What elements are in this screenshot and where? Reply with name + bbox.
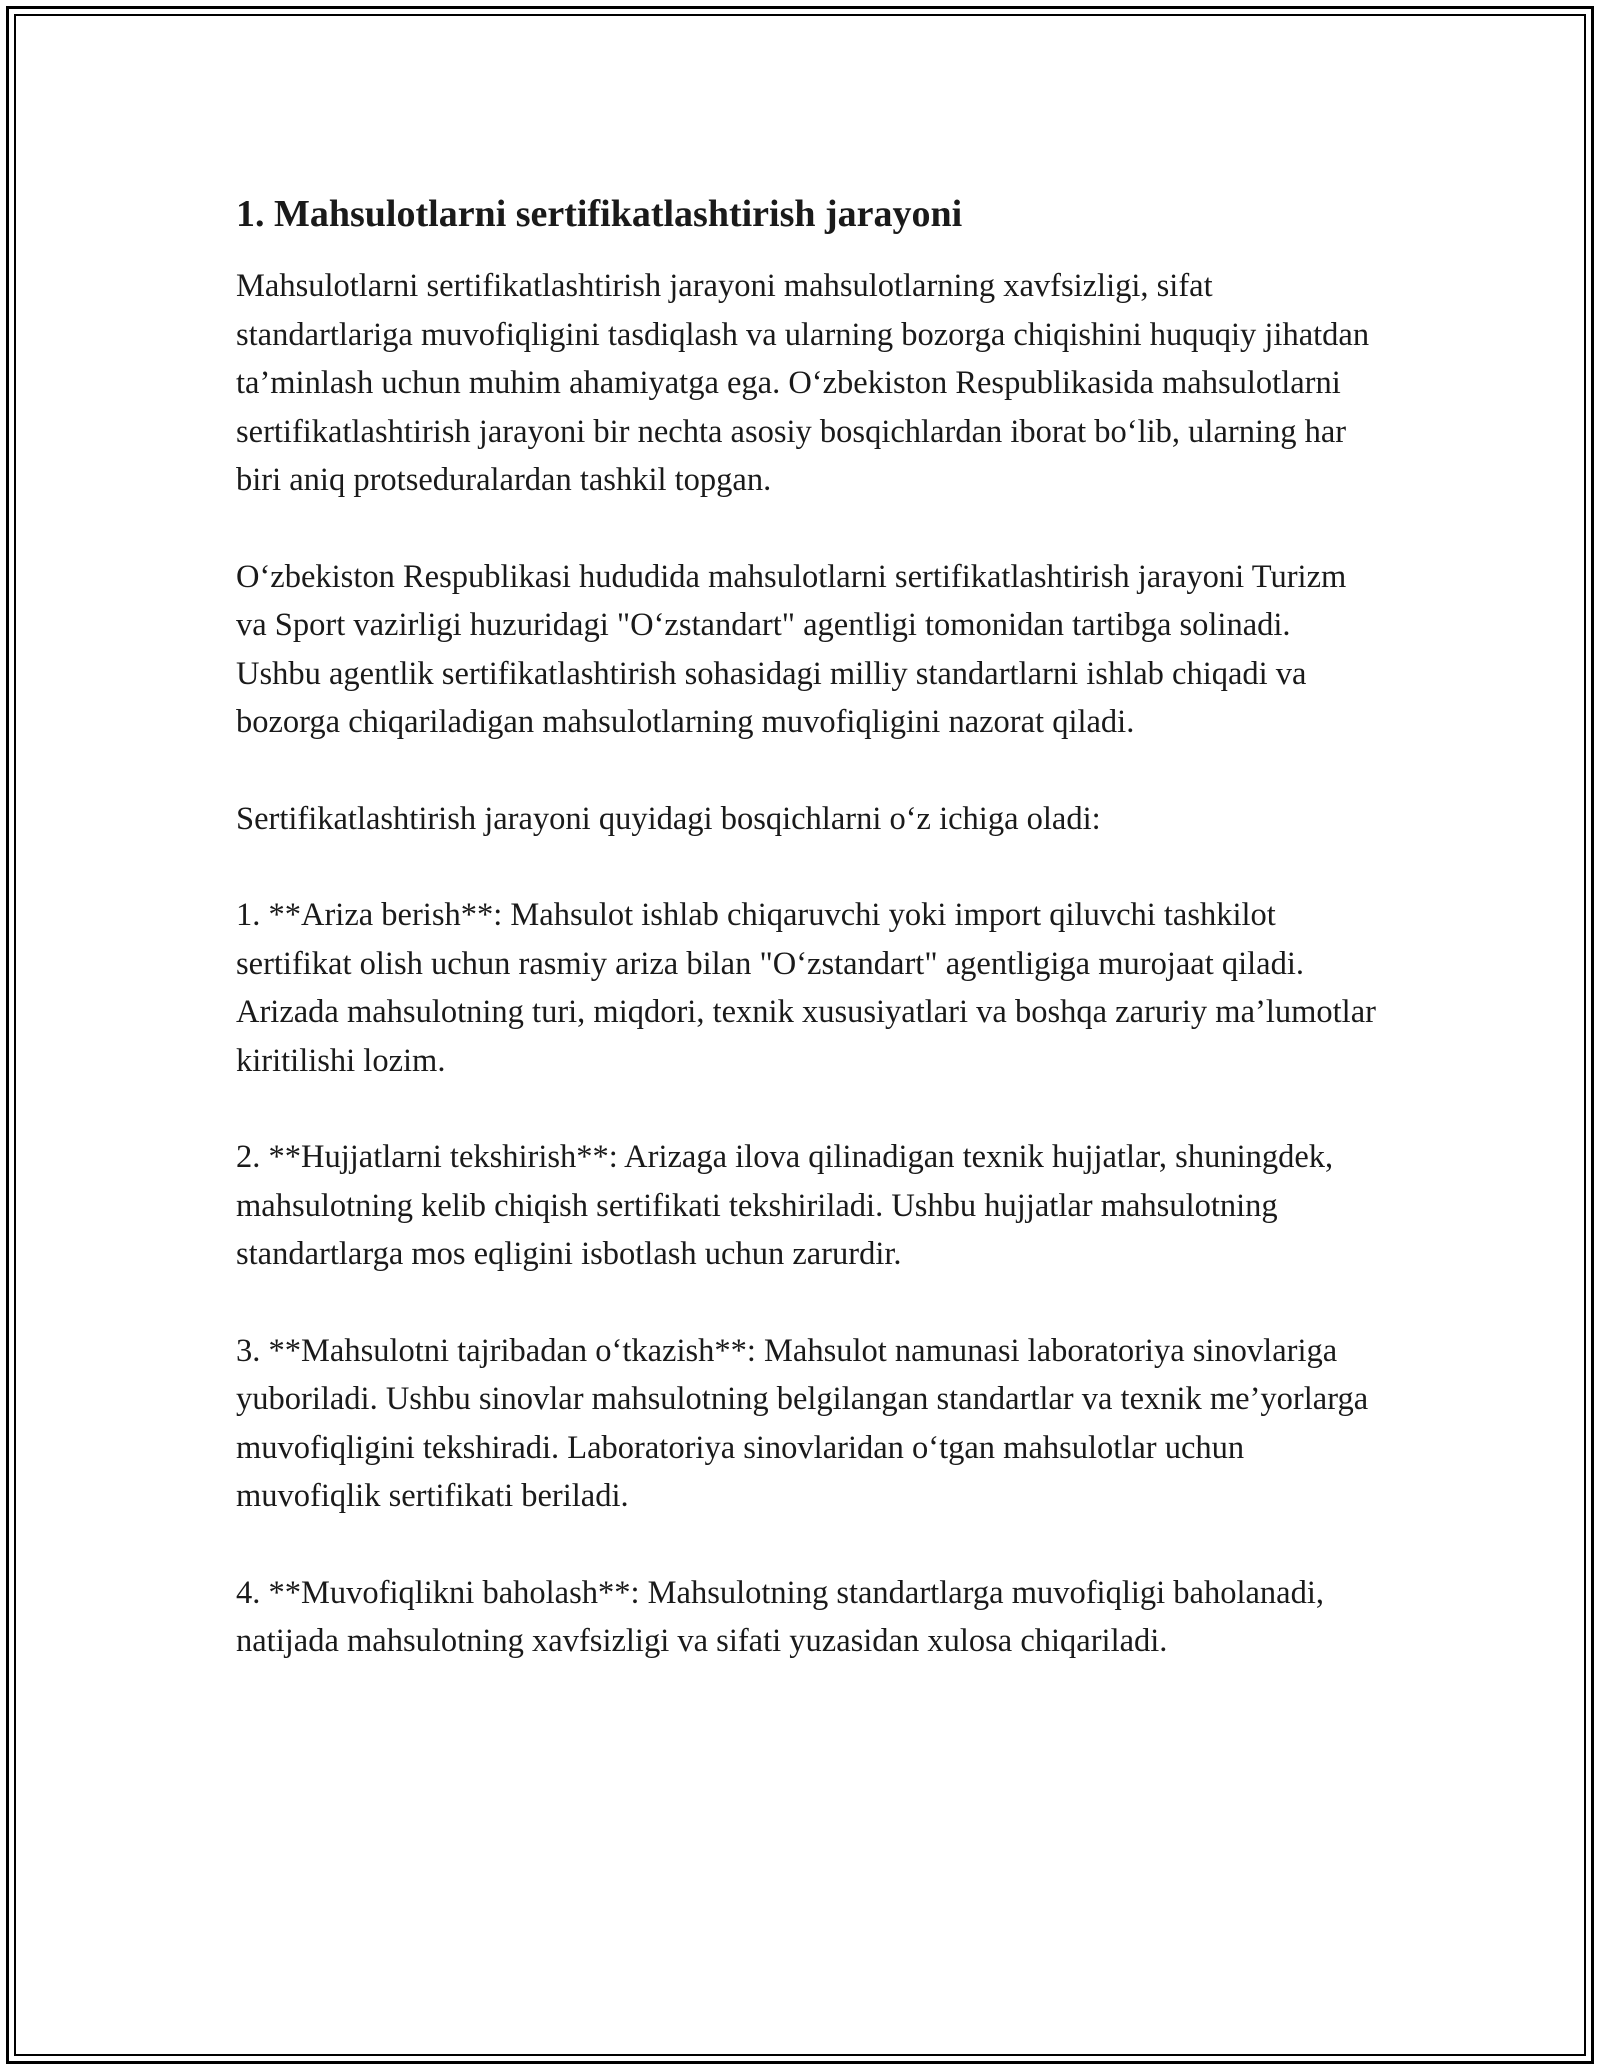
stage-2-paragraph: 2. **Hujjatlarni tekshirish**: Arizaga ilova qilinadigan texnik hujjatlar, shuningdek, mahsulotning kelib chiqish sertifikati tekshiriladi. Ushbu hujjatlar mahsulotning standartlarga mos eqligini isbotlash uchun zarurdir. [236, 1139, 1334, 1272]
document-title: 1. Mahsulotlarni sertifikatlashtirish jarayoni [236, 193, 963, 235]
stage-3-paragraph: 3. **Mahsulotni tajribadan o‘tkazish**: Mahsulot namunasi laboratoriya sinovlariga yuboriladi. Ushbu sinovlar mahsulotning belgilangan standartlar va texnik me’yorlarga muvofiqligini tekshiradi. Laboratoriya sinovlaridan o‘tgan mahsulotlar uchun muvofiqlik sertifikati beriladi. [236, 1332, 1369, 1514]
stage-1-paragraph: 1. **Ariza berish**: Mahsulot ishlab chiqaruvchi yoki import qiluvchi tashkilot sertifikat olish uchun rasmiy ariza bilan "O‘zstandart" agentligiga murojaat qiladi. Arizada mahsulotning turi, miqdori, texnik xususiyatlari va boshqa zaruriy ma’lumotlar kiritilishi lozim. [236, 897, 1376, 1079]
intro-paragraph: Mahsulotlarni sertifikatlashtirish jarayoni mahsulotlarning xavfsizligi, sifat standartlariga muvofiqligini tasdiqlash va ularning bozorga chiqishini huquqiy jihatdan ta’minlash uchun muhim ahamiyatga ega. O‘zbekiston Respublikasida mahsulotlarni sertifikatlashtirish jarayoni bir nechta asosiy bosqichlardan iborat bo‘lib, ularning har biri aniq protseduralardan tashkil topgan. [236, 268, 1370, 498]
agency-paragraph: O‘zbekiston Respublikasi hududida mahsulotlarni sertifikatlashtirish jarayoni Turizm va Sport vazirligi huzuridagi "O‘zstandart" agentligi tomonidan tartibga solinadi. Ushbu agentlik sertifikatlashtirish sohasidagi milliy standartlarni ishlab chiqadi va bozorga chiqariladigan mahsulotlarning muvofiqligini nazorat qiladi. [236, 558, 1347, 740]
stage-4-paragraph: 4. **Muvofiqlikni baholash**: Mahsulotning standartlarga muvofiqligi baholanadi, natijada mahsulotning xavfsizligi va sifati yuzasidan xulosa chiqariladi. [236, 1574, 1325, 1659]
document-body [236, 188, 1376, 1714]
stages-intro-paragraph: Sertifikatlashtirish jarayoni quyidagi bosqichlarni o‘z ichiga oladi: [236, 800, 1101, 837]
